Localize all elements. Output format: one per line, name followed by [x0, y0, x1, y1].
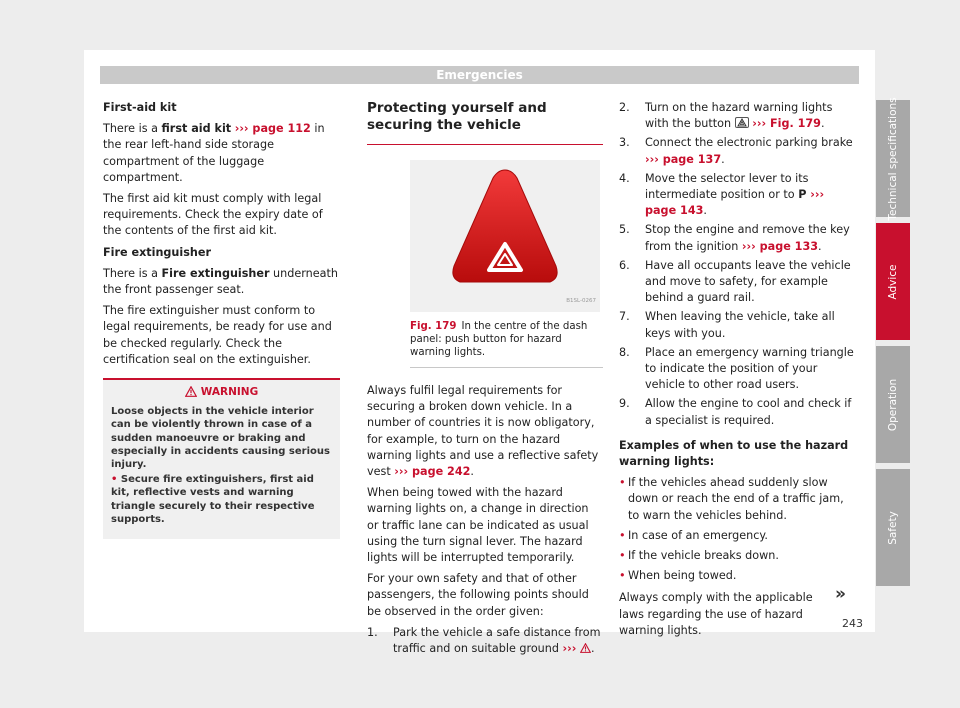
bullet-icon: • — [111, 474, 121, 486]
warning-bullet-text: Secure fire extinguishers, first aid kit, reflective vests and warning triangle securely to their respective supports. — [111, 474, 315, 525]
step-number: 8. — [619, 345, 630, 359]
figure-code: B1SL-0267 — [566, 297, 596, 304]
step-text: When leaving the vehicle, take all keys with you. — [645, 310, 835, 340]
text: . — [703, 204, 707, 218]
warning-link[interactable]: ››› — [562, 642, 577, 656]
page-link[interactable]: ››› page 133 — [741, 239, 819, 253]
hazard-button-illustration — [410, 160, 600, 312]
figure-link[interactable]: ››› Fig. 179 — [752, 117, 821, 131]
warning-bullet — [111, 473, 332, 526]
examples-heading: Examples of when to use the hazard warning lights: — [619, 438, 849, 469]
page-header: Emergencies — [100, 66, 859, 84]
step-number: 4. — [619, 171, 630, 185]
step-text: Place an emergency warning triangle to indicate the position of your vehicle to other road users. — [645, 345, 854, 392]
figure-caption — [410, 320, 603, 368]
first-aid-heading: First-aid kit — [103, 101, 177, 114]
step-text: Move the selector lever to its intermediate position or to — [645, 171, 809, 202]
step-text: Turn on the hazard warning lights with the button — [645, 101, 833, 131]
text: underneath the front passenger seat. — [103, 266, 338, 297]
text: There is a — [103, 122, 162, 136]
text: in the rear left-hand side storage compartment of the luggage compartment. — [103, 122, 325, 184]
hazard-button-icon — [735, 117, 749, 128]
text: . — [721, 152, 725, 166]
text: There is a — [103, 266, 162, 280]
step-item — [619, 222, 858, 254]
text: . — [590, 642, 595, 656]
steps-list-start — [367, 625, 603, 657]
step-number: 7. — [619, 310, 630, 324]
first-aid-paragraph-2: The first aid kit must comply with legal requirements. Check the expiry date of the contents of the first aid kit. — [103, 192, 323, 238]
paragraph-3: For your own safety and that of other passengers, the following points should be observed in the order given: — [367, 572, 589, 618]
page-link[interactable]: ››› page 242 — [394, 465, 471, 479]
fire-paragraph-2: The fire extinguisher must conform to legal requirements, be ready for use and be checked regularly. Check the certification seal on the extinguisher. — [103, 304, 332, 366]
page-link[interactable]: ››› page 137 — [645, 152, 722, 166]
step-number: 9. — [619, 397, 630, 411]
examples-list — [619, 475, 858, 584]
side-tabs — [876, 96, 910, 592]
step-number: 5. — [619, 223, 630, 237]
continue-arrow-icon: » — [835, 584, 846, 604]
fire-paragraph-1 — [103, 266, 340, 298]
warning-triangle-icon — [580, 643, 591, 653]
gear-position: P — [798, 188, 807, 202]
bold-term: Fire extinguisher — [161, 266, 270, 280]
text: Always fulfil legal requirements for securing a broken down vehicle. In a number of countries it is now obligatory, for example, to turn on the hazard warning lights and use a reflective safety vest — [367, 384, 599, 479]
step-item — [619, 100, 858, 132]
list-item: • In case of an emergency. — [619, 528, 858, 544]
figure-hazard-button — [410, 160, 600, 312]
steps-list — [619, 100, 858, 429]
paragraph-2: When being towed with the hazard warning lights on, a change in direction or traffic lane can be indicated as usual using the turn signal lever. The hazard lights will be interrupted temporarily. — [367, 486, 589, 565]
list-item: • If the vehicles ahead suddenly slow down or reach the end of a traffic jam, to warn the vehicles behind. — [619, 475, 858, 524]
page-number: 243 — [842, 617, 863, 630]
column-left — [103, 100, 340, 539]
tab-safety[interactable] — [876, 469, 910, 586]
warning-box — [103, 378, 340, 539]
list-item: • If the vehicle breaks down. — [619, 548, 858, 564]
warning-label: WARNING — [200, 386, 259, 399]
caption-text: In the centre of the dash panel: push button for hazard warning lights. — [410, 321, 588, 358]
tab-label: Technical specifications — [887, 96, 899, 221]
column-middle — [367, 100, 603, 660]
first-aid-paragraph-1 — [103, 121, 340, 186]
step-number: 1. — [367, 625, 378, 639]
step-text: Connect the electronic parking brake — [645, 136, 853, 150]
warning-text: Loose objects in the vehicle interior can be violently thrown in case of a sudden manoeuvre or braking and especially in accidents causing serious injury. — [111, 406, 330, 471]
closing-paragraph: Always comply with the applicable laws regarding the use of hazard warning lights. — [619, 591, 813, 637]
step-item — [619, 396, 858, 428]
text: . — [470, 465, 474, 479]
column-right — [619, 100, 858, 644]
tab-label: Advice — [887, 263, 899, 300]
list-item: • When being towed. — [619, 568, 858, 584]
section-title: Protecting yourself and securing the vehicle — [367, 100, 603, 145]
page-link[interactable]: ››› page 112 — [234, 122, 311, 136]
step-text: Allow the engine to cool and check if a specialist is required. — [645, 397, 852, 427]
step-number: 3. — [619, 136, 630, 150]
step-number: 2. — [619, 101, 630, 114]
step-item — [619, 345, 858, 394]
text: . — [818, 239, 822, 253]
tab-label: Safety — [887, 510, 899, 545]
tab-operation[interactable] — [876, 346, 910, 463]
step-item — [619, 135, 858, 167]
warning-title — [111, 386, 332, 399]
fire-extinguisher-heading: Fire extinguisher — [103, 245, 211, 259]
tab-label: Operation — [887, 378, 899, 431]
figure-number: Fig. 179 — [410, 321, 457, 332]
step-text: Have all occupants leave the vehicle and move to safety, for example behind a guard rail. — [645, 258, 851, 305]
step-item — [619, 309, 858, 341]
step-item — [367, 625, 603, 657]
tab-technical-specifications[interactable] — [876, 96, 910, 221]
step-number: 6. — [619, 258, 630, 272]
step-item — [619, 171, 858, 220]
page-link[interactable]: ››› page 143 — [645, 188, 825, 218]
step-item — [619, 258, 858, 307]
step-text: Park the vehicle a safe distance from traffic and on suitable ground — [393, 625, 601, 656]
bold-term: first aid kit — [161, 122, 232, 136]
warning-triangle-icon — [185, 386, 197, 397]
paragraph-1 — [367, 383, 603, 480]
step-text: Stop the engine and remove the key from the ignition — [645, 223, 850, 253]
tab-advice[interactable] — [876, 223, 910, 340]
text: . — [820, 117, 825, 131]
